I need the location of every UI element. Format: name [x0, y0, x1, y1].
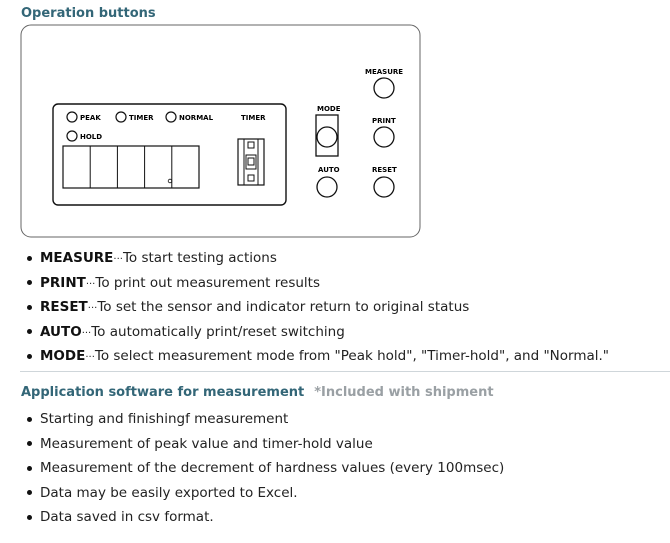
button-term: RESET [40, 299, 88, 315]
button-term: AUTO [40, 323, 82, 340]
button-description-text: To print out measurement results [95, 274, 320, 291]
separator: ··· [85, 352, 95, 363]
section-divider [20, 371, 670, 372]
button-term: MODE [40, 348, 86, 364]
separator: ··· [113, 254, 123, 265]
separator: ··· [81, 327, 92, 339]
button-descriptions-list [24, 246, 609, 369]
button-description-item [24, 320, 609, 345]
button-description-text: To automatically print/reset switching [91, 323, 345, 340]
section-heading-operation-buttons: Operation buttons [21, 6, 156, 21]
print-button [374, 127, 394, 147]
operation-panel-diagram [20, 24, 422, 239]
auto-button [317, 177, 337, 197]
shipment-note: *Included with shipment [314, 385, 494, 400]
mode-button-label: MODE [317, 105, 341, 113]
peak-label: PEAK [80, 114, 101, 122]
button-term: MEASURE [40, 250, 114, 266]
software-feature-item: Measurement of peak value and timer-hold value [24, 432, 504, 457]
button-description-text: To set the sensor and indicator return to original status [97, 299, 470, 315]
normal-label: NORMAL [179, 114, 214, 122]
button-description-text: To start testing actions [122, 250, 277, 266]
button-description-item [24, 344, 609, 369]
section-heading-software: Application software for measurement *Included with shipment [21, 385, 494, 400]
button-description-item [24, 246, 609, 271]
reset-button [374, 177, 394, 197]
software-feature-item: Data saved in csv format. [24, 505, 504, 530]
reset-button-label: RESET [372, 166, 397, 174]
timer-mode-label: TIMER [129, 114, 154, 122]
hold-label: HOLD [80, 133, 103, 141]
software-feature-item: Starting and finishingf measurement [24, 407, 504, 432]
button-description-text: To select measurement mode from "Peak hold", "Timer-hold", and "Normal." [94, 348, 610, 364]
button-description-item [24, 271, 609, 296]
auto-button-label: AUTO [318, 166, 340, 174]
software-features-list [24, 407, 504, 530]
mode-button [317, 127, 337, 147]
separator: ··· [85, 278, 96, 290]
timer-section-label: TIMER [241, 114, 266, 122]
button-description-item [24, 295, 609, 320]
button-term: PRINT [40, 274, 86, 291]
separator: ··· [87, 303, 98, 314]
software-feature-item: Measurement of the decrement of hardness values (every 100msec) [24, 456, 504, 481]
print-button-label: PRINT [372, 117, 396, 125]
measure-button-label: MEASURE [365, 68, 404, 76]
software-feature-item: Data may be easily exported to Excel. [24, 481, 504, 506]
measure-button [374, 78, 394, 98]
